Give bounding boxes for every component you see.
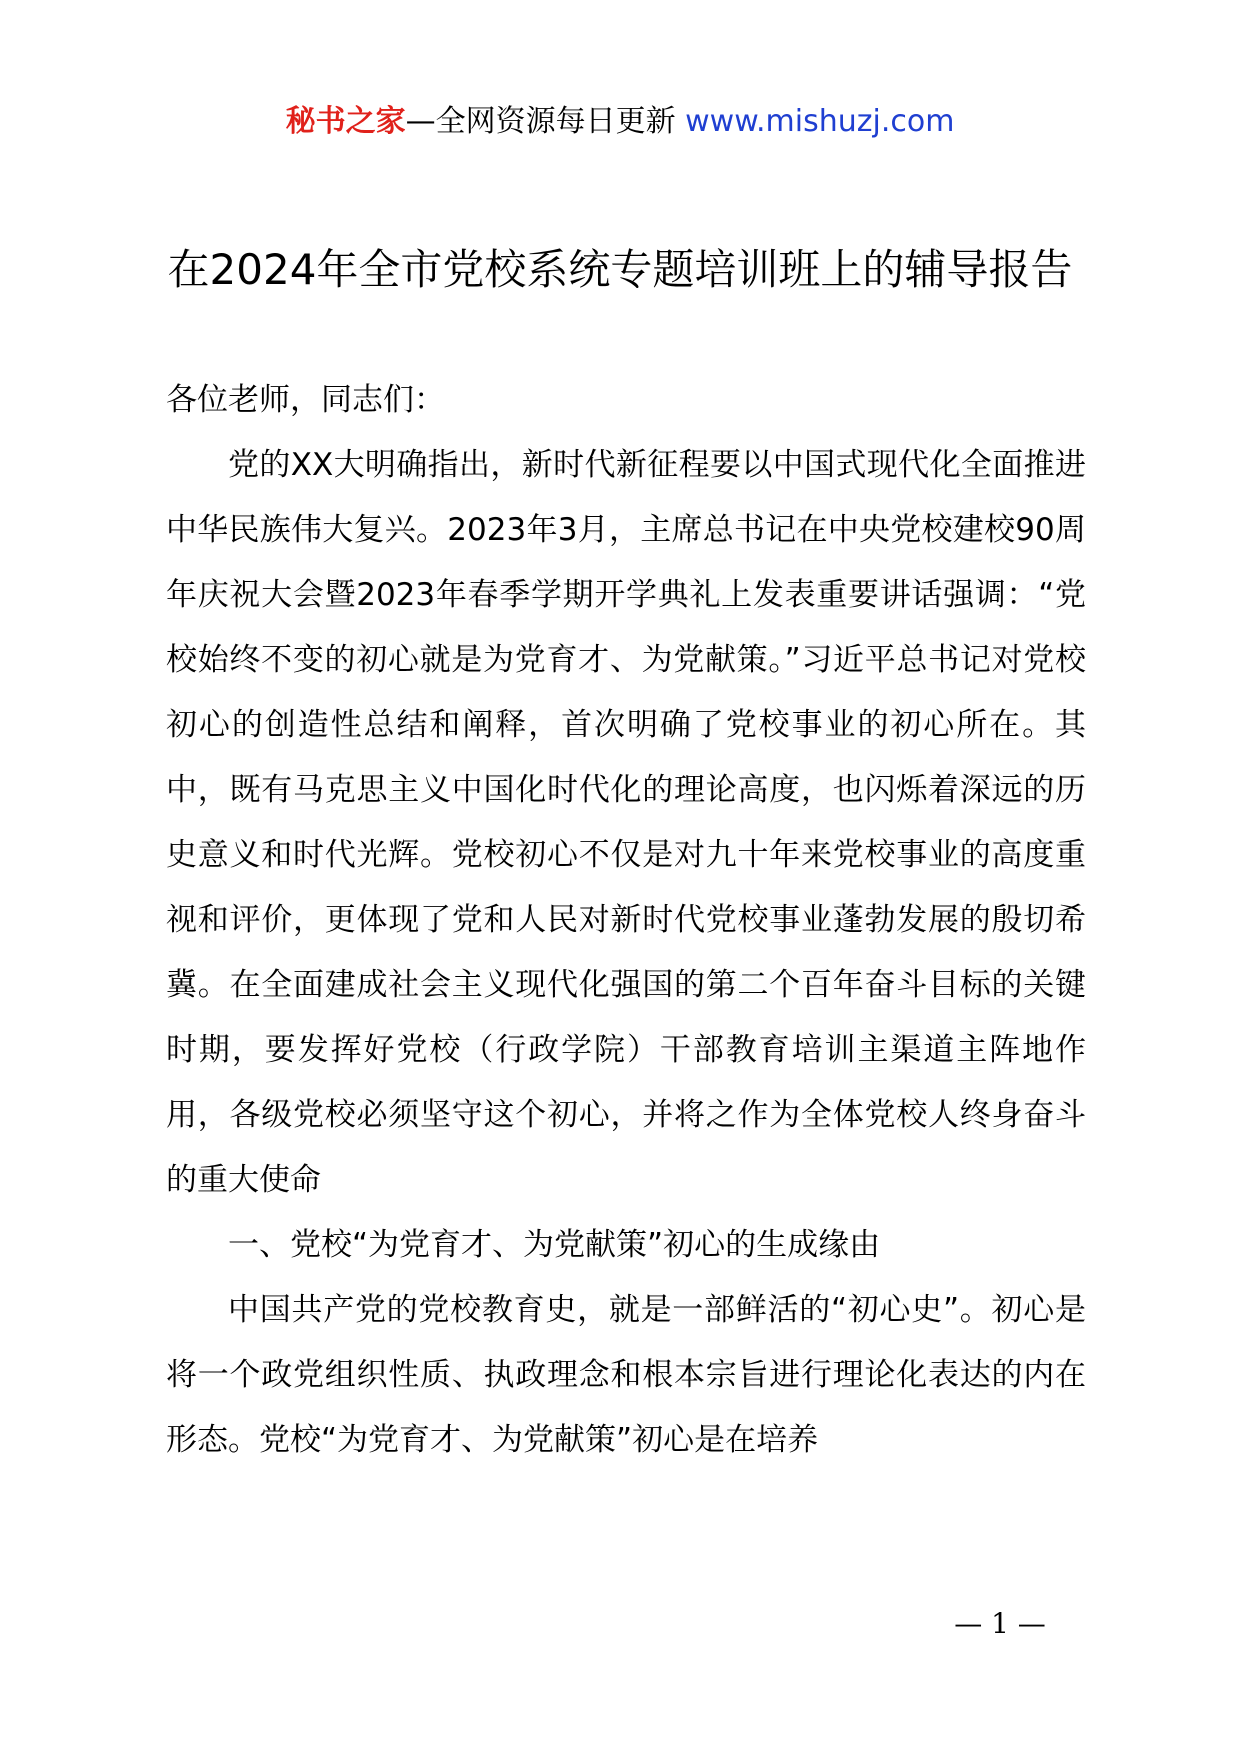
site-tagline: —全网资源每日更新	[405, 104, 676, 139]
paragraph: 党的XX大明确指出，新时代新征程要以中国式现代化全面推进中华民族伟大复兴。2023年3月，主席总书记在中央党校建校90周年庆祝大会暨2023年春季学期开学典礼上发表重要讲话强调：“党校始终不变的初心就是为党育才、为党献策。”习近平总书记对党校初心的创造性总结和阐释，首次明确了党校事业的初心所在。其中，既有马克思主义中国化时代化的理论高度，也闪烁着深远的历史意义和时代光辉。党校初心不仅是对九十年来党校事业的高度重视和评价，更体现了党和人民对新时代党校事业蓬勃发展的殷切希冀。在全面建成社会主义现代化强国的第二个百年奋斗目标的关键时期，要发挥好党校（行政学院）干部教育培训主渠道主阵地作用，各级党校必须坚守这个初心，并将之作为全体党校人终身奋斗的重大使命	[166, 447, 1086, 1198]
document-title: 在2024年全市党校系统专题培训班上的辅导报告	[167, 245, 1073, 294]
site-header	[0, 100, 1240, 144]
page-number: — 1 —	[954, 1607, 1046, 1640]
greeting: 各位老师，同志们：	[166, 382, 445, 418]
site-url-link[interactable]: www.mishuzj.com	[685, 104, 955, 139]
section-heading: 一、党校“为党育才、为党献策”初心的生成缘由	[228, 1227, 881, 1263]
site-brand: 秘书之家	[285, 104, 406, 139]
document-body	[166, 368, 1086, 1473]
paragraph: 中国共产党的党校教育史，就是一部鲜活的“初心史”。初心是将一个政党组织性质、执政理念和根本宗旨进行理论化表达的内在形态。党校“为党育才、为党献策”初心是在培养	[166, 1292, 1086, 1458]
